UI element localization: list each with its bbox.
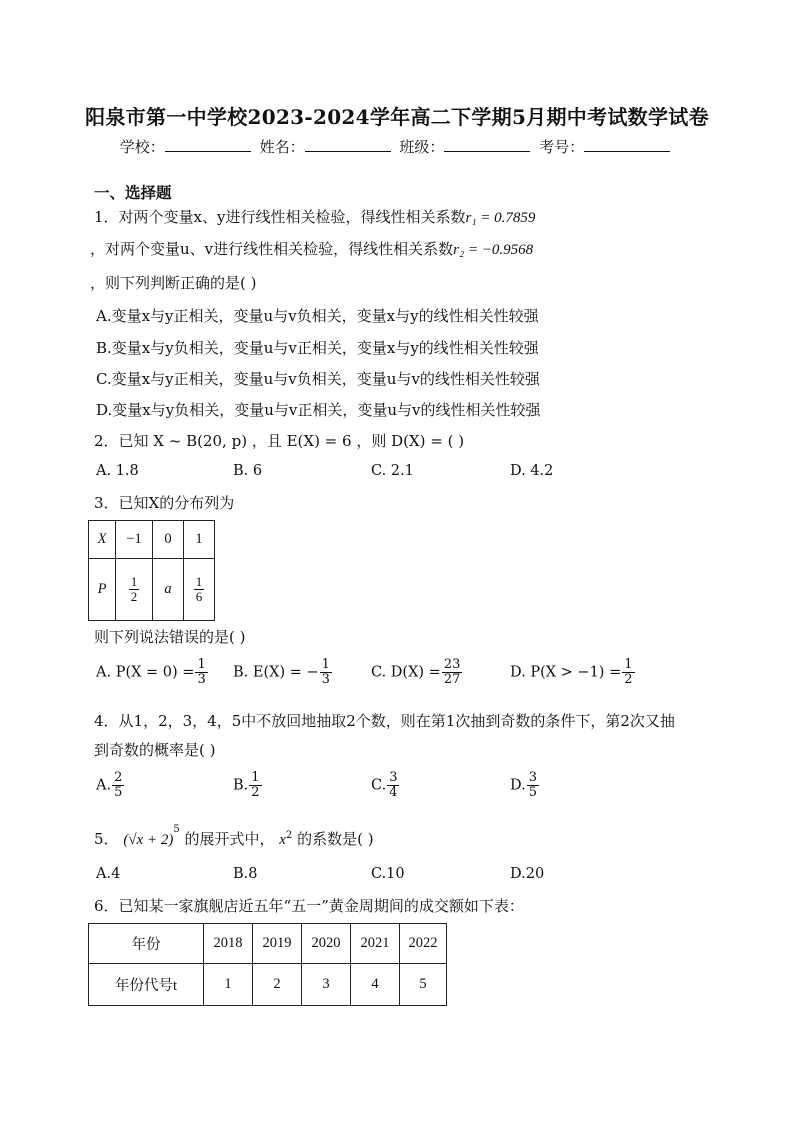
q3-distribution-table <box>88 520 215 621</box>
q1-r2: r₂ = −0.9568 <box>453 242 534 258</box>
q3-stem: 3．已知X的分布列为 <box>94 494 235 512</box>
q1-line2 <box>90 238 533 259</box>
q3-cell-1: 1 <box>184 521 215 559</box>
q5-option-a: A.4 <box>96 866 121 882</box>
student-info-line <box>0 136 794 157</box>
q5-option-c: C.10 <box>371 866 405 882</box>
q6-stem: 6．已知某一家旗舰店近五年“五一”黄金周期间的成交额如下表： <box>94 897 524 915</box>
q6-header-2019: 2019 <box>253 924 302 964</box>
q6-cell-1: 1 <box>204 964 253 1006</box>
q6-sales-table <box>88 923 447 1006</box>
q4-option-b: B. $\frac{1}{2}$ <box>233 770 260 800</box>
q6-header-year: 年份 <box>89 924 204 964</box>
exam-number-blank <box>584 137 670 152</box>
q6-cell-2: 2 <box>253 964 302 1006</box>
q3-cell-neg1: −1 <box>116 521 153 559</box>
q3-prob-1: $\frac{1}{6}$ <box>195 574 203 604</box>
q2-option-d: D. 4.2 <box>510 463 554 479</box>
q6-row-label: 年份代号t <box>89 964 204 1006</box>
q1-option-d: D.变量x与y负相关，变量u与v正相关，变量u与v的线性相关性较强 <box>96 401 541 419</box>
exam-title: 阳泉市第一中学校2023-2024学年高二下学期5月期中考试数学试卷 <box>85 105 709 129</box>
name-label: 姓名： <box>259 138 305 156</box>
class-blank <box>444 137 530 152</box>
q3-cell-x: X <box>97 531 107 547</box>
q5-expression: (√x + 2) <box>123 832 174 848</box>
q4-option-a: A. $\frac{2}{5}$ <box>96 770 123 800</box>
q6-header-2018: 2018 <box>204 924 253 964</box>
q1-option-b: B.变量x与y负相关，变量u与v正相关，变量x与y的线性相关性较强 <box>96 339 539 357</box>
q4-option-c: C. $\frac{3}{4}$ <box>371 770 398 800</box>
q6-cell-5: 5 <box>400 964 447 1006</box>
q3-cell-0: 0 <box>153 521 184 559</box>
q3-option-d: D. P(X > −1) = $\frac{1}{2}$ <box>510 657 633 687</box>
q5-stem: 5． $(√x + 2)^5$ 的展开式中， $x^2$ 的系数是( ) <box>94 824 374 848</box>
q6-header-2021: 2021 <box>351 924 400 964</box>
q1-option-a: A.变量x与y正相关，变量u与v负相关，变量x与y的线性相关性较强 <box>96 307 539 325</box>
section-heading: 一、选择题 <box>94 183 172 202</box>
q3-option-b: B. E(X) = − $\frac{1}{3}$ <box>233 657 330 687</box>
q3-after: 则下列说法错误的是( ) <box>94 628 246 646</box>
q4-line1: 4．从1，2，3，4，5中不放回地抽取2个数，则在第1次抽到奇数的条件下，第2次又抽 <box>94 712 675 730</box>
exam-number-label: 考号： <box>539 138 585 156</box>
q1-r1: r₁ = 0.7859 <box>465 210 536 226</box>
q1-text2: ，对两个变量u、v进行线性相关检验，得线性相关系数 <box>90 240 454 258</box>
q2-stem: 2．已知 X ~ B(20, p) ，且 E(X) = 6 ，则 D(X) = ( ) <box>94 432 465 450</box>
school-blank <box>165 137 251 152</box>
q1-text1: 1．对两个变量x、y进行线性相关检验，得线性相关系数 <box>94 208 466 226</box>
q6-cell-4: 4 <box>351 964 400 1006</box>
q3-prob-0: a <box>164 581 172 597</box>
school-label: 学校： <box>119 138 165 156</box>
q6-cell-3: 3 <box>302 964 351 1006</box>
q3-option-c: C. D(X) = $\frac{23}{27}$ <box>371 657 461 687</box>
q6-header-2022: 2022 <box>400 924 447 964</box>
q3-option-a: A. P(X = 0) = $\frac{1}{3}$ <box>96 657 206 687</box>
class-label: 班级： <box>399 138 445 156</box>
q1-line1 <box>94 206 535 227</box>
q4-option-d: D. $\frac{3}{5}$ <box>510 770 537 800</box>
name-blank <box>305 137 391 152</box>
q1-line3: ，则下列判断正确的是( ) <box>90 274 257 292</box>
q4-line2: 到奇数的概率是( ) <box>94 741 216 759</box>
q3-cell-p: P <box>97 581 107 597</box>
q2-option-c: C. 2.1 <box>371 463 414 479</box>
q2-option-b: B. 6 <box>233 463 263 479</box>
q2-option-a: A. 1.8 <box>96 463 139 479</box>
q1-option-c: C.变量x与y正相关，变量u与v负相关，变量u与v的线性相关性较强 <box>96 370 540 388</box>
q6-header-2020: 2020 <box>302 924 351 964</box>
q5-option-b: B.8 <box>233 866 258 882</box>
q5-option-d: D.20 <box>510 866 545 882</box>
q3-prob-neg1: $\frac{1}{2}$ <box>130 574 138 604</box>
